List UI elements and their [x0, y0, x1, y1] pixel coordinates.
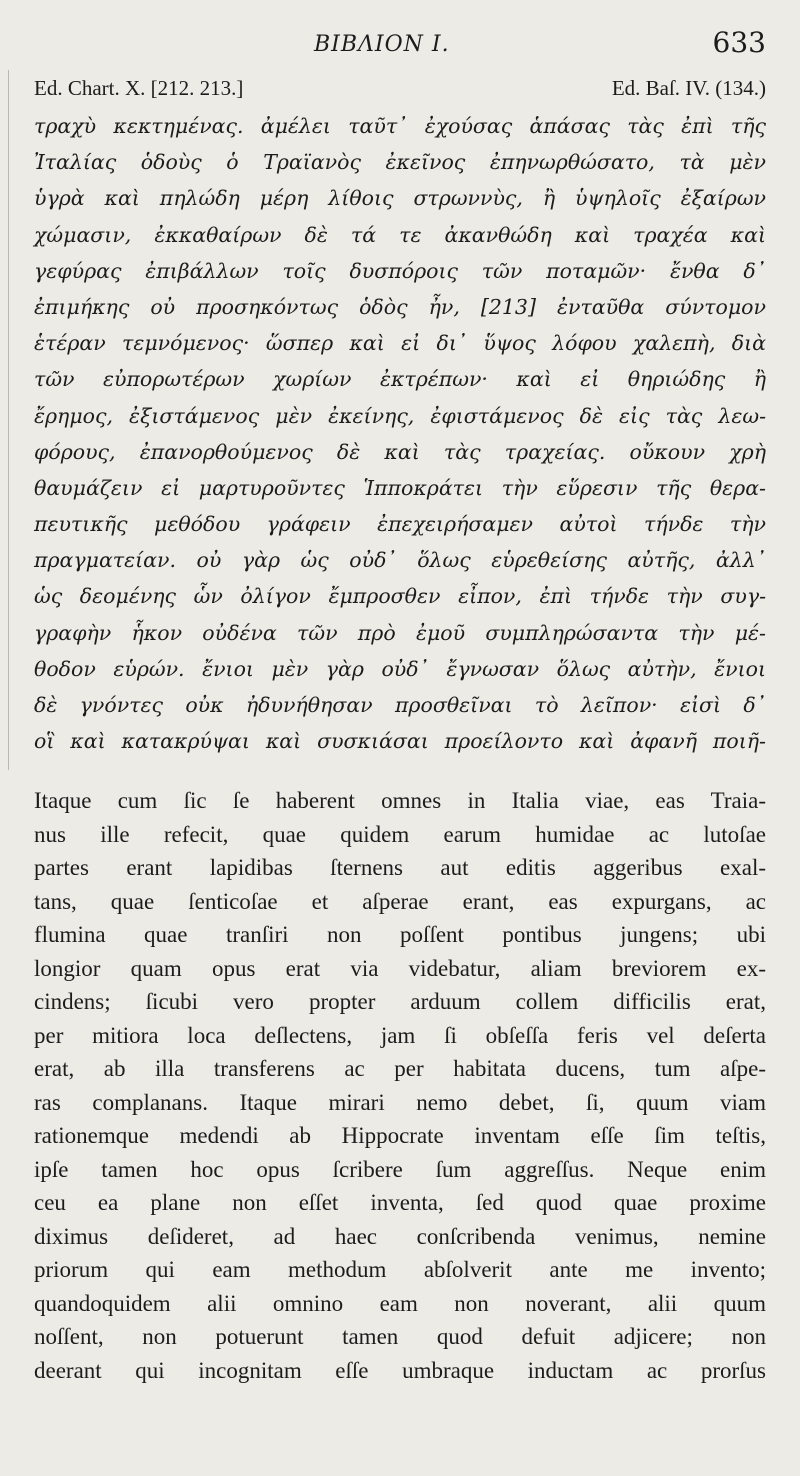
greek-text-line: θοδον εὑρών. ἔνιοι μὲν γὰρ οὐδ᾽ ἔγνωσαν ὅλως αὐτὴν, ἔνιοι: [34, 656, 766, 681]
latin-text-line: longior quam opus erat via videbatur, aliam breviorem ex-: [34, 955, 766, 981]
latin-text-line: cindens; ſicubi vero propter arduum collem difficilis erat,: [34, 989, 766, 1014]
latin-text-line: ras complanans. Itaque mirari nemo debet, ſi, quum viam: [34, 1089, 766, 1115]
greek-text-line: ὡς δεομένης ὧν ὀλίγον ἔμπροσθεν εἶπον, ἐπὶ τήνδε τὴν συγ-: [34, 584, 766, 609]
greek-text-line: πευτικῆς μεθόδου γράφειν ἐπεχειρήσαμεν αὐτοὶ τήνδε τὴν: [34, 512, 766, 537]
edition-reference-chartier: Ed. Chart. X. [212. 213.]: [34, 76, 244, 100]
latin-text-line: erat, ab illa transferens ac per habitata ducens, tum aſpe-: [34, 1056, 766, 1081]
greek-text-line: ὑγρὰ καὶ πηλώδη μέρη λίθοις στρωννὺς, ἢ ὑψηλοῖς ἐξαίρων: [34, 186, 766, 211]
greek-text-line: χώμασιν, ἐκκαθαίρων δὲ τά τε ἀκανθώδη καὶ τραχέα καὶ: [34, 222, 766, 247]
greek-text-line: δὲ γνόντες οὐκ ἠδυνήθησαν προσθεῖναι τὸ λεῖπον· εἰσὶ δ᾽: [34, 693, 766, 717]
greek-text-line: ἑτέραν τεμνόμενος· ὥσπερ καὶ εἰ δι᾽ ὕψος λόφου χαλεπὴ, διὰ: [34, 331, 766, 356]
latin-text-line: deerant qui incognitam eſſe umbraque inductam ac prorſus: [34, 1357, 766, 1383]
latin-text-line: per mitiora loca deſlectens, jam ſi obſeſſa feris vel deſerta: [34, 1022, 766, 1048]
greek-text-line: τραχὺ κεκτημένας. ἀμέλει ταῦτ᾽ ἐχούσας ἁπάσας τὰς ἐπὶ τῆς: [34, 114, 766, 138]
latin-text-line: flumina quae tranſiri non poſſent pontibus jungens; ubi: [34, 922, 766, 947]
latin-text-line: noſſent, non potuerunt tamen quod defuit adjicere; non: [34, 1324, 766, 1349]
greek-text-line: γεφύρας ἐπιβάλλων τοῖς δυσπόροις τῶν ποταμῶν· ἔνθα δ᾽: [34, 258, 766, 283]
greek-text-block: [34, 108, 766, 759]
edition-reference-basel: Ed. Baſ. IV. (134.): [611, 76, 766, 100]
edition-reference-line: [34, 76, 766, 104]
greek-text-line: ἔρημος, ἐξιστάμενος μὲν ἐκείνης, ἐφιστάμενος δὲ εἰς τὰς λεω-: [34, 403, 766, 428]
greek-text-line: πραγματείαν. οὐ γὰρ ὡς οὐδ᾽ ὅλως εὑρεθείσης αὐτῆς, ἀλλ᾽: [34, 548, 766, 573]
running-title: ΒΙΒΛΙΟΝ Ι.: [314, 32, 450, 57]
latin-text-line: Itaque cum ſic ſe haberent omnes in Italia viae, eas Traia-: [34, 788, 766, 813]
greek-text-line: φόρους, ἐπανορθούμενος δὲ καὶ τὰς τραχείας. οὔκουν χρὴ: [34, 439, 766, 464]
greek-text-line: Ἰταλίας ὁδοὺς ὁ Τραϊανὸς ἐκεῖνος ἐπηνωρθώσατο, τὰ μὲν: [34, 150, 766, 175]
latin-text-line: ipſe tamen hoc opus ſcribere ſum aggreſſus. Neque enim: [34, 1156, 766, 1182]
greek-text-line: οἳ καὶ κατακρύψαι καὶ συσκιάσαι προείλοντο καὶ ἀφανῆ ποιῆ-: [34, 729, 766, 754]
latin-text-line: priorum qui eam methodum abſolverit ante me invento;: [34, 1257, 766, 1282]
page-number: 633: [712, 26, 766, 59]
greek-text-line: θαυμάζειν εἰ μαρτυροῦντες Ἱπποκράτει τὴν εὕρεσιν τῆς θερα-: [34, 475, 766, 500]
latin-text-line: quandoquidem alii omnino eam non noverant, alii quum: [34, 1290, 766, 1316]
latin-text-block: [34, 784, 766, 1387]
latin-text-line: diximus deſideret, ad haec conſcribenda venimus, nemine: [34, 1223, 766, 1249]
latin-text-line: tans, quae ſenticoſae et aſperae erant, eas expurgans, ac: [34, 888, 766, 914]
page-edge-rule: [8, 70, 9, 770]
greek-text-line: γραφὴν ἧκον οὐδένα τῶν πρὸ ἐμοῦ συμπληρώσαντα τὴν μέ-: [34, 620, 766, 645]
latin-text-line: rationemque medendi ab Hippocrate inventam eſſe ſim teſtis,: [34, 1123, 766, 1148]
running-head: [0, 24, 800, 68]
latin-text-line: nus ille refecit, quae quidem earum humidae ac lutoſae: [34, 821, 766, 847]
latin-text-line: ceu ea plane non eſſet inventa, ſed quod quae proxime: [34, 1190, 766, 1215]
greek-text-line: τῶν εὐπορωτέρων χωρίων ἐκτρέπων· καὶ εἰ θηριώδης ἢ: [34, 367, 766, 392]
latin-text-line: partes erant lapidibas ſternens aut editis aggeribus exal-: [34, 855, 766, 880]
greek-text-line: ἐπιμήκης οὐ προσηκόντως ὁδὸς ἦν, [213] ἐνταῦθα σύντομον: [34, 294, 766, 319]
